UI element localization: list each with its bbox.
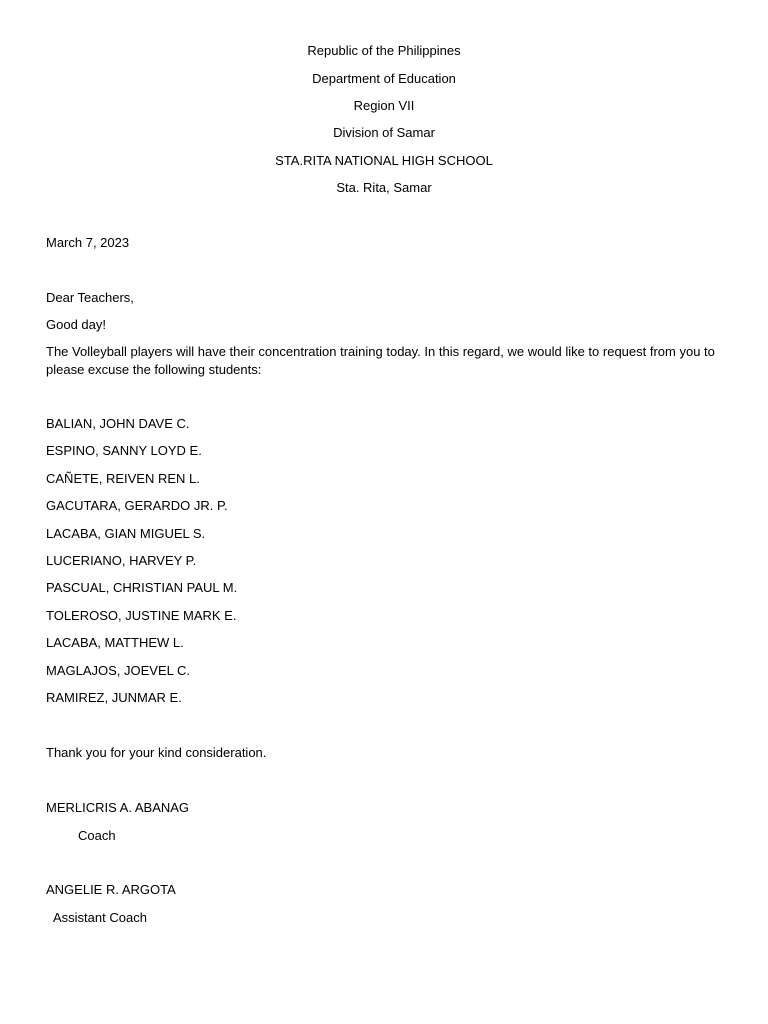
salutation: Dear Teachers, — [46, 290, 134, 305]
signatory-title-assistant: Assistant Coach — [53, 910, 147, 925]
list-item: RAMIREZ, JUNMAR E. — [46, 689, 182, 705]
header-country: Republic of the Philippines — [307, 43, 461, 58]
student-list — [46, 416, 237, 717]
greeting: Good day! — [46, 317, 106, 332]
header-address: Sta. Rita, Samar — [336, 180, 432, 195]
header-school: STA.RITA NATIONAL HIGH SCHOOL — [275, 153, 493, 168]
list-item: GACUTARA, GERARDO JR. P. — [46, 498, 228, 514]
list-item: CAÑETE, REIVEN REN L. — [46, 470, 200, 486]
list-item: LACABA, GIAN MIGUEL S. — [46, 525, 206, 541]
header-division: Division of Samar — [333, 125, 435, 140]
signatory-title-coach: Coach — [78, 828, 116, 843]
signatory-name-coach: MERLICRIS A. ABANAG — [46, 800, 190, 815]
signatory-name-assistant: ANGELIE R. ARGOTA — [46, 882, 176, 897]
list-item: BALIAN, JOHN DAVE C. — [46, 416, 190, 431]
letter-date: March 7, 2023 — [46, 235, 130, 250]
list-item: MAGLAJOS, JOEVEL C. — [46, 662, 191, 678]
list-item: TOLEROSO, JUSTINE MARK E. — [46, 607, 237, 623]
header-department: Department of Education — [312, 71, 456, 86]
closing-line: Thank you for your kind consideration. — [46, 745, 267, 760]
header-region: Region VII — [353, 98, 415, 113]
list-item: ESPINO, SANNY LOYD E. — [46, 443, 202, 459]
list-item: LUCERIANO, HARVEY P. — [46, 552, 197, 568]
list-item: PASCUAL, CHRISTIAN PAUL M. — [46, 580, 238, 596]
list-item: LACABA, MATTHEW L. — [46, 635, 184, 651]
body-paragraph: The Volleyball players will have their concentration training today. In this regard, we would like to request from you to please excuse the following students: — [46, 344, 715, 377]
